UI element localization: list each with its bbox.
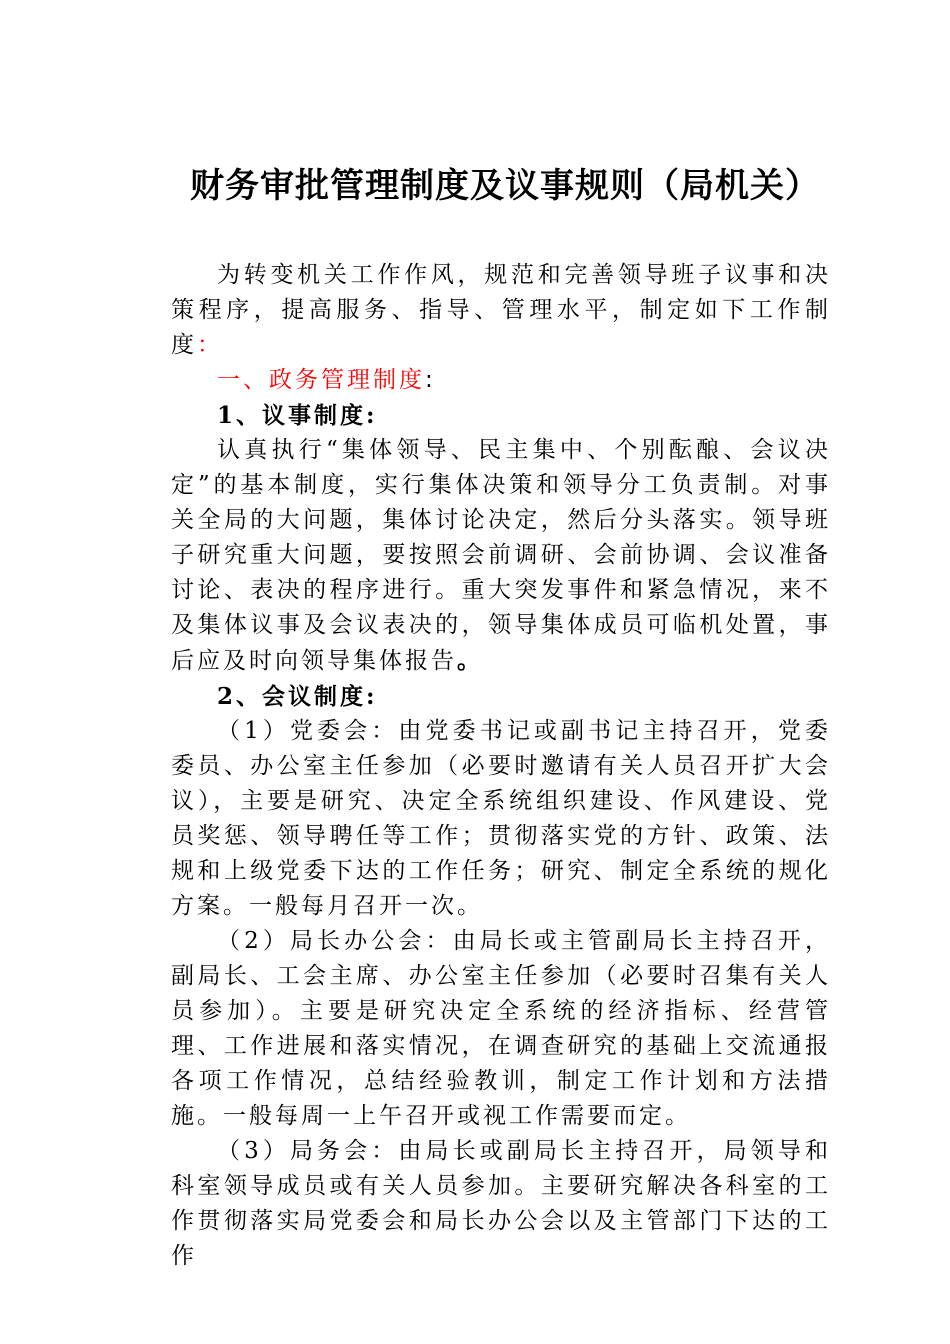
intro-paragraph	[171, 258, 831, 363]
section1-heading-text: 一、政务管理制度	[217, 367, 425, 393]
document-body	[171, 258, 831, 1274]
section-heading-government-affairs	[171, 363, 831, 398]
deliberation-end: 。	[457, 647, 483, 674]
deliberation-text: 认真执行“集体领导、民主集中、个别酝酿、会议决定”的基本制度，实行集体决策和领导分工负责制。对事关全局的大问题，集体讨论决定，然后分头落实。领导班子研究重大问题，要按照会前调研、会前协调、会议准备讨论、表决的程序进行。重大突发事件和紧急情况，来不及集体议事及会议表决的，领导集体成员可临机处置，事后应及时向领导集体报告	[171, 437, 831, 674]
meeting-director-office-paragraph: （2）局长办公会：由局长或主管副局长主持召开，副局长、工会主席、办公室主任参加（必要时召集有关人员参加）。主要是研究决定全系统的经济指标、经营管理、工作进展和落实情况，在调查研究的基础上交流通报各项工作情况，总结经验教训，制定工作计划和方法措施。一般每周一上午召开或视工作需要而定。	[171, 928, 831, 1129]
intro-colon: ：	[197, 332, 223, 358]
intro-text: 为转变机关工作作风，规范和完善领导班子议事和决策程序，提高服务、指导、管理水平，制定如下工作制度	[171, 262, 831, 358]
subheading-meeting-system: 2、会议制度:	[217, 683, 378, 710]
subheading-deliberation-system: 1、议事制度:	[217, 402, 378, 429]
meeting-bureau-affairs-paragraph: （3）局务会：由局长或副局长主持召开，局领导和科室领导成员或有关人员参加。主要研究解决各科室的工作贯彻落实局党委会和局长办公会以及主管部门下达的工作	[171, 1138, 831, 1269]
deliberation-paragraph	[171, 433, 831, 679]
meeting-party-committee-paragraph: （1）党委会：由党委书记或副书记主持召开，党委委员、办公室主任参加（必要时邀请有关人员召开扩大会议），主要是研究、决定全系统组织建设、作风建设、党员奖惩、领导聘任等工作；贯彻落实党的方针、政策、法规和上级党委下达的工作任务；研究、制定全系统的规化方案。一般每月召开一次。	[171, 718, 831, 919]
section1-heading-colon: :	[425, 367, 436, 393]
document-title: 财务审批管理制度及议事规则（局机关）	[190, 166, 820, 206]
